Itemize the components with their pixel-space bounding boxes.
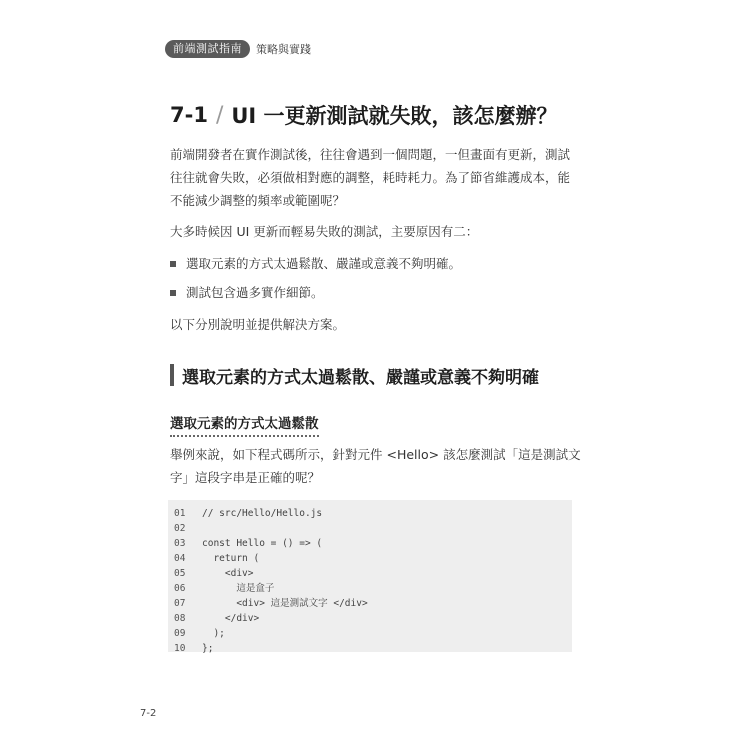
book-subtitle: 策略與實踐 <box>256 43 311 56</box>
code-line: 03 const Hello = () => ( <box>174 538 323 549</box>
bullet-text: 測試包含過多實作細節。 <box>186 285 324 300</box>
page-number: 7-2 <box>140 708 157 719</box>
intro-paragraph-2: 大多時候因 UI 更新而輕易失敗的測試，主要原因有二： <box>170 224 479 239</box>
bullet-square-icon <box>170 261 176 267</box>
code-line: 09 ); <box>174 628 225 639</box>
bullet-text: 選取元素的方式太過鬆散、嚴謹或意義不夠明確。 <box>186 256 462 271</box>
section-heading-text: 選取元素的方式太過鬆散、嚴謹或意義不夠明確 <box>182 367 539 388</box>
code-line: 04 return ( <box>174 553 260 564</box>
bullet-square-icon <box>170 290 176 296</box>
book-title-tag: 前端測試指南 <box>165 40 250 58</box>
chapter-number: 7-1 <box>170 103 208 127</box>
chapter-title <box>170 100 558 130</box>
code-line: 05 <div> <box>174 568 254 579</box>
subsection-heading: 選取元素的方式太過鬆散 <box>170 412 319 437</box>
running-header <box>165 40 311 58</box>
bullet-item-1 <box>170 254 461 274</box>
code-line: 06 這是盒子 <box>174 583 275 594</box>
code-line: 07 <div> 這是測試文字 </div> <box>174 598 368 609</box>
section-heading <box>170 362 539 388</box>
chapter-title-text: UI 一更新測試就失敗，該怎麼辦？ <box>231 104 558 128</box>
intro-paragraph-3: 以下分別說明並提供解決方案。 <box>170 317 346 332</box>
intro-paragraph-1: 前端開發者在實作測試後，往往會遇到一個問題，一但畫面有更新，測試往往就會失敗，必須做相對應的調整，耗時耗力。為了節省維護成本，能不能減少調整的頻率或範圍呢？ <box>170 147 571 208</box>
code-line: 01 // src/Hello/Hello.js <box>174 508 323 519</box>
subsection-paragraph: 舉例來說，如下程式碼所示，針對元件 <Hello> 該怎麼測試「這是測試文字」這段字串是正確的呢？ <box>170 447 581 485</box>
code-line: 10 }; <box>174 643 214 654</box>
code-line: 02 <box>174 523 186 534</box>
bullet-item-2 <box>170 283 324 303</box>
code-block <box>168 500 572 652</box>
section-bar <box>170 364 174 386</box>
code-line: 08 </div> <box>174 613 260 624</box>
chapter-separator: / <box>215 102 224 128</box>
